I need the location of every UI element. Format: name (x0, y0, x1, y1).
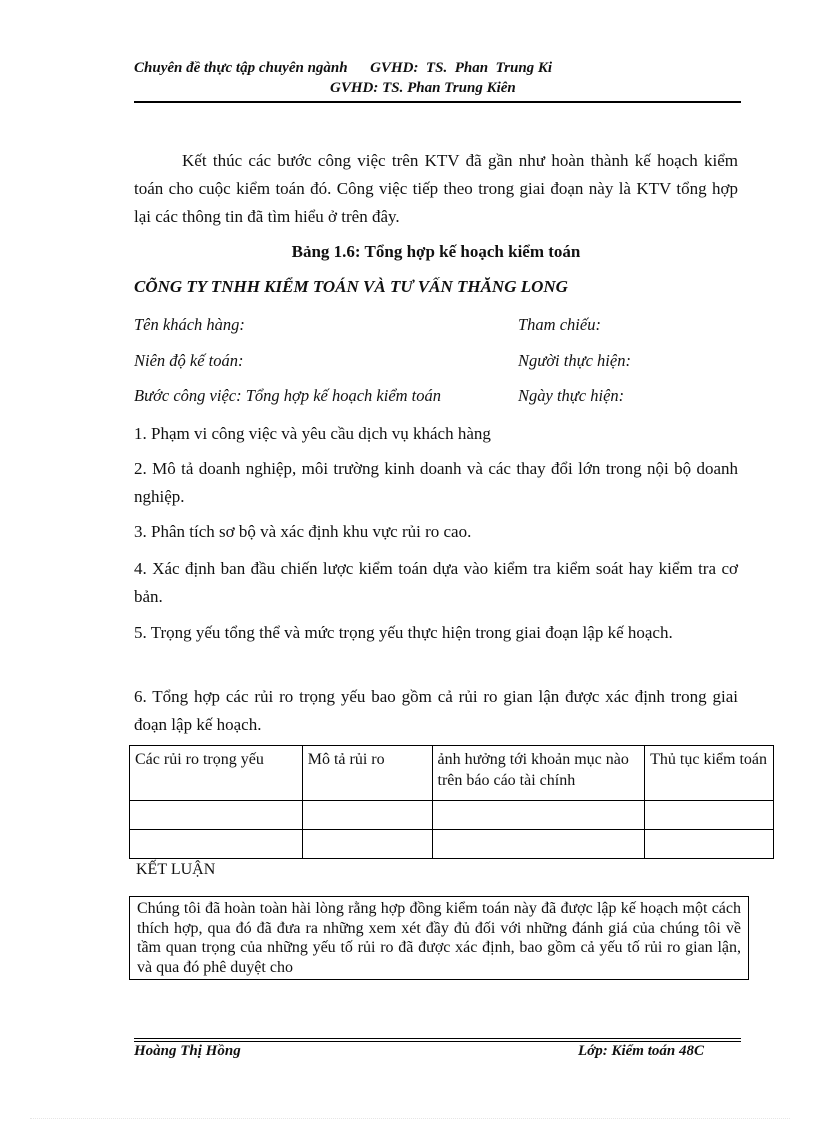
work-step-label: Bước công việc: Tổng hợp kế hoạch kiểm toán (134, 386, 442, 405)
header-rule (134, 101, 741, 103)
header-cell-description: Mô tả rủi ro (302, 746, 432, 801)
table-row (130, 830, 774, 859)
list-item: 5. Trọng yếu tổng thể và mức trọng yếu thực hiện trong giai đoạn lập kế hoạch. (134, 623, 673, 642)
table-row (130, 801, 774, 830)
table-cell (302, 801, 432, 830)
table-cell (645, 801, 774, 830)
header-cell-procedures: Thủ tục kiểm toán (645, 746, 774, 801)
table-title: Bảng 1.6: Tổng hợp kế hoạch kiểm toán (291, 242, 581, 261)
client-label: Tên khách hàng: (134, 315, 245, 334)
table-cell (645, 830, 774, 859)
table-header-row (130, 746, 774, 801)
table-cell (432, 830, 645, 859)
header-cell-affected-items: ảnh hưởng tới khoản mục nào trên báo cáo tài chính (432, 746, 645, 801)
table-cell (302, 830, 432, 859)
intro-paragraph: Kết thúc các bước công việc trên KTV đã gần như hoàn thành kế hoạch kiểm toán cho cuộc kiểm toán đó. Công việc tiếp theo trong giai đoạn này là KTV tổng hợp lại các thông tin đã tìm hiểu ở trên đây. (134, 151, 738, 226)
list-item: 2. Mô tả doanh nghiệp, môi trường kinh doanh và các thay đổi lớn trong nội bộ doanh nghiệp. (134, 459, 738, 506)
list-item: 6. Tổng hợp các rủi ro trọng yếu bao gồm cả rủi ro gian lận được xác định trong giai đoạn lập kế hoạch. (134, 687, 738, 734)
list-item: 4. Xác định ban đầu chiến lược kiểm toán dựa vào kiểm tra kiểm soát hay kiểm tra cơ bản. (134, 559, 738, 606)
footer-author: Hoàng Thị Hồng (134, 1043, 241, 1059)
page-edge (30, 1118, 790, 1119)
fiscal-year-label: Niên độ kế toán: (134, 351, 244, 370)
header-title: Chuyên đề thực tập chuyên ngành GVHD: TS. Phan Trung Ki (134, 60, 553, 76)
footer-rule (134, 1041, 741, 1042)
footer-rule (134, 1038, 741, 1039)
list-item: 3. Phân tích sơ bộ và xác định khu vực rủi ro cao. (134, 522, 472, 541)
footer-class: Lớp: Kiểm toán 48C (578, 1043, 704, 1059)
table-cell (130, 801, 303, 830)
header-cell-risks: Các rủi ro trọng yếu (130, 746, 303, 801)
company-name: CÕNG TY TNHH KIỂM TOÁN VÀ TƯ VẤN THĂNG LONG (134, 277, 568, 296)
table-cell (130, 830, 303, 859)
table-cell (432, 801, 645, 830)
risk-summary-table (129, 745, 774, 859)
performer-label: Người thực hiện: (518, 351, 631, 370)
list-item: 1. Phạm vi công việc và yêu cầu dịch vụ khách hàng (134, 424, 491, 443)
conclusion-box: Chúng tôi đã hoàn toàn hài lòng rằng hợp đồng kiểm toán này đã được lập kế hoạch một cách thích hợp, qua đó đã đưa ra những xem xét đầy đủ đối với những đánh giá của chúng tôi về tầm quan trọng của những yếu tố rủi ro đã được xác định, bao gồm cả yếu tố rủi ro gian lận, và qua đó phê duyệt cho (129, 896, 749, 980)
conclusion-label: KẾT LUẬN (136, 861, 216, 878)
reference-label: Tham chiếu: (518, 315, 601, 334)
date-label: Ngày thực hiện: (518, 386, 625, 405)
header-advisor: GVHD: TS. Phan Trung Kiên (330, 80, 516, 96)
